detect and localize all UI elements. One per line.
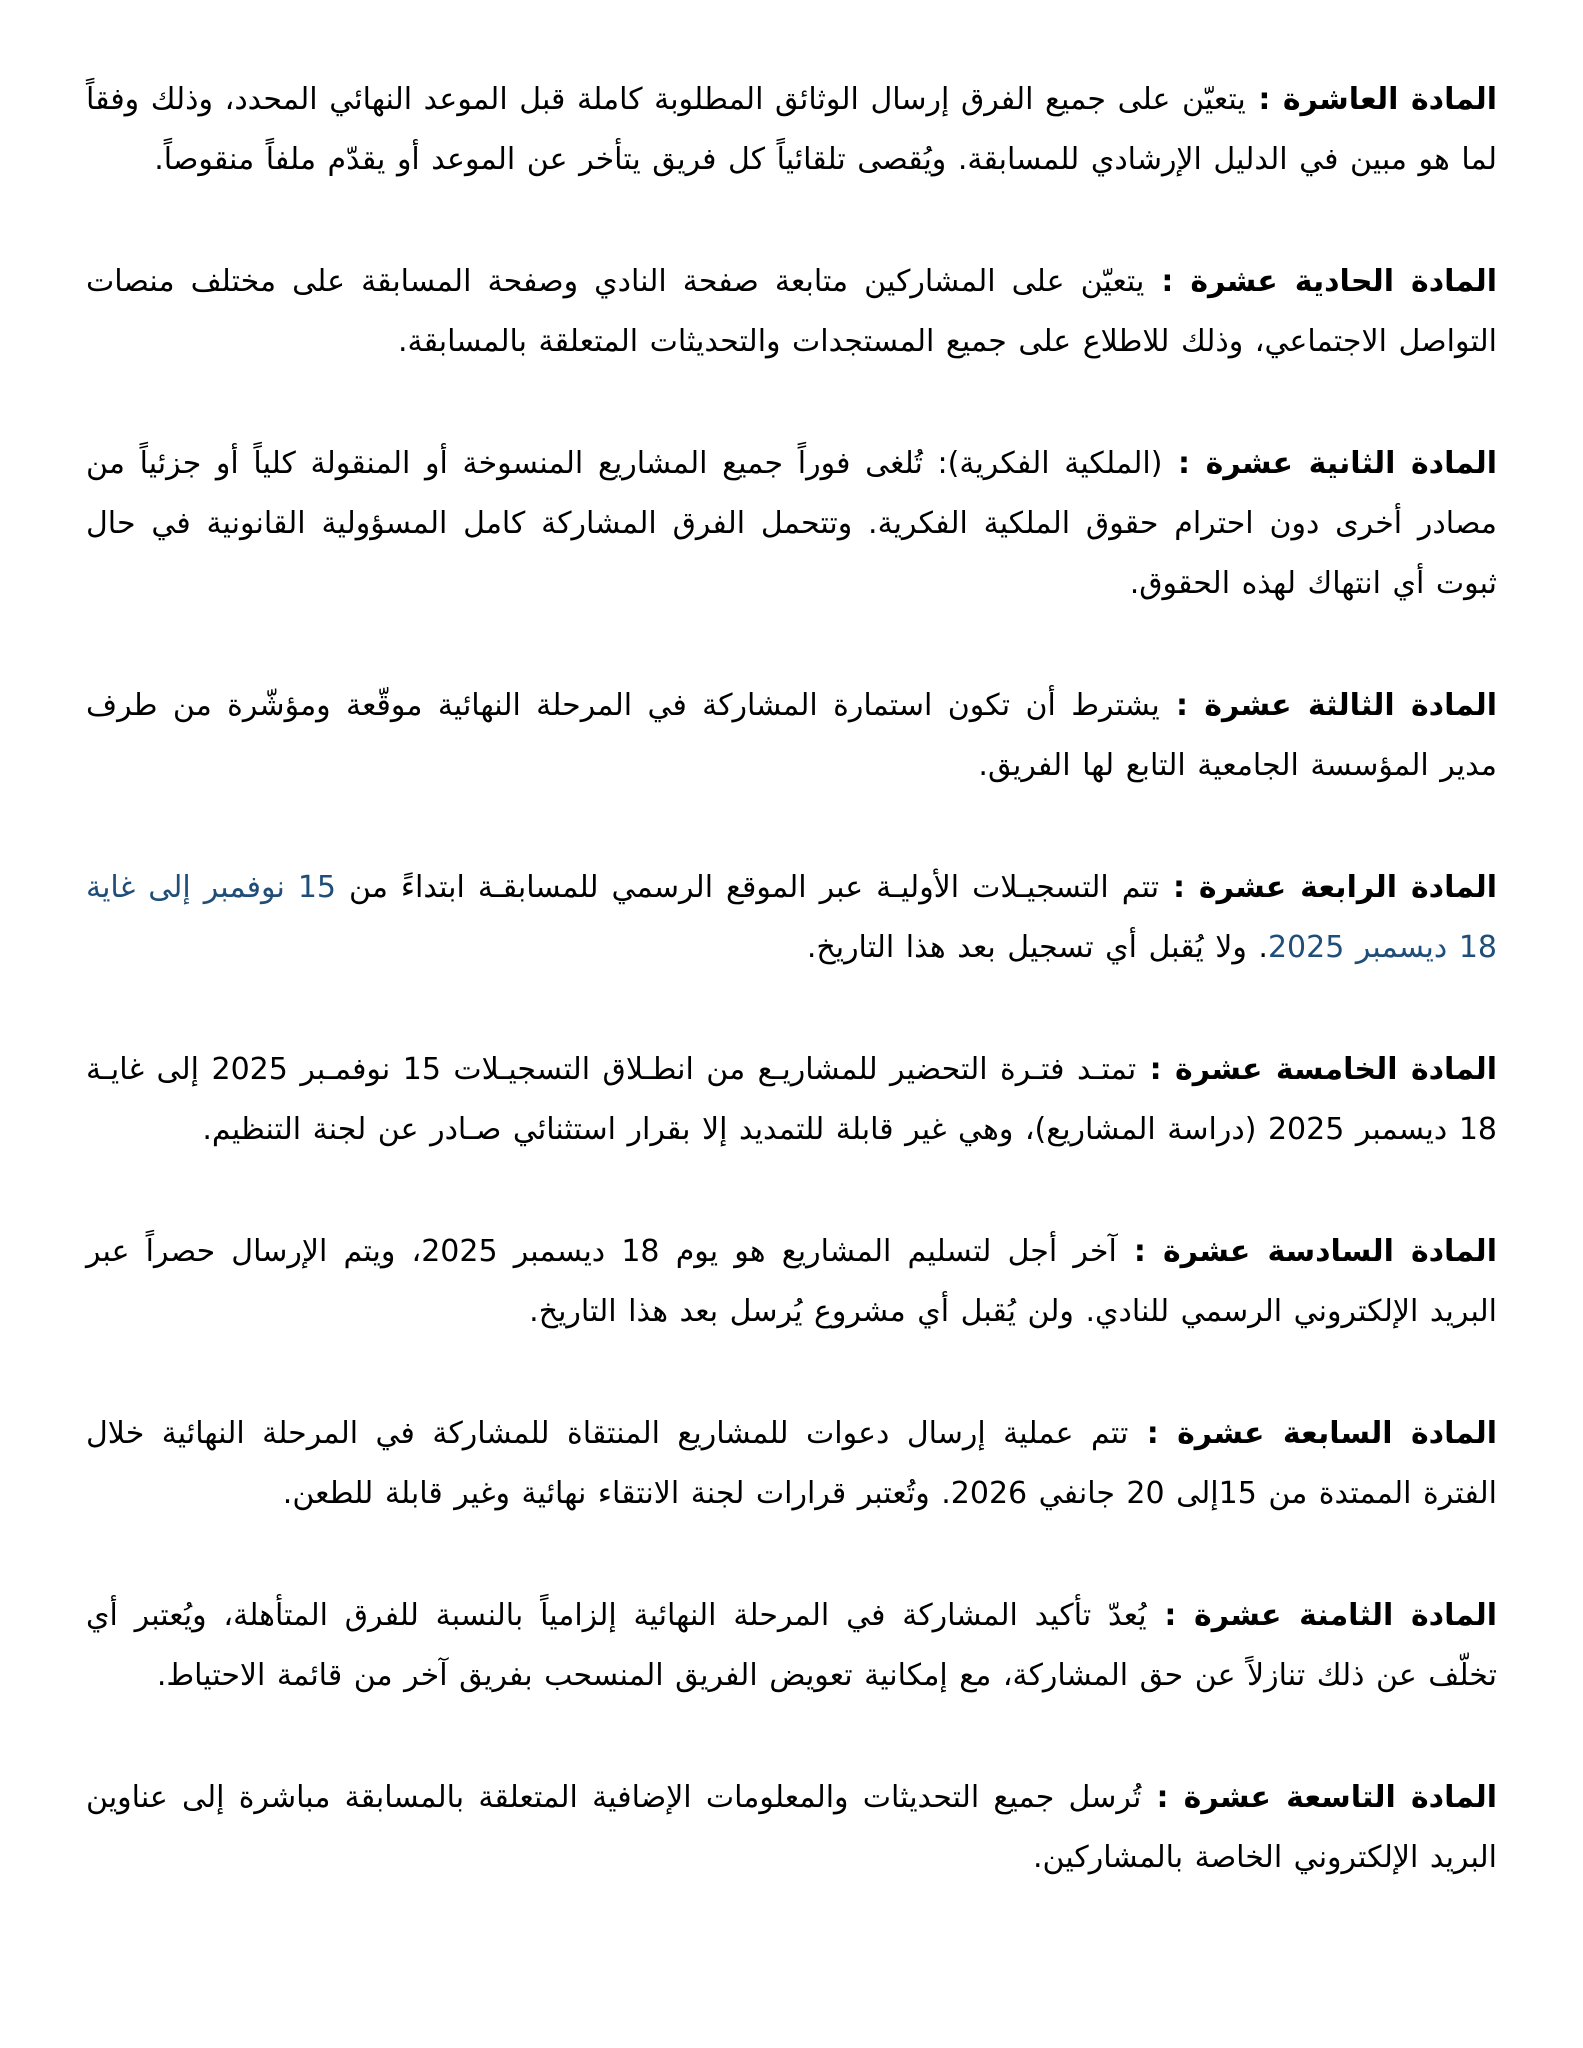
article-body-text: آخر أجل لتسليم المشاريع هو يوم 18 ديسمبر 2025، ويتم الإرسال حصراً عبر البريد الإلكتروني الرسمي للنادي. ولن يُقبل أي مشروع يُرسل بعد هذا التاريخ. bbox=[86, 1234, 1497, 1329]
article-title: المادة الرابعة عشرة : bbox=[1159, 870, 1497, 905]
article-title: المادة التاسعة عشرة : bbox=[1141, 1780, 1497, 1815]
article-title: المادة السادسة عشرة : bbox=[1116, 1234, 1497, 1269]
article-body-text: تُرسل جميع التحديثات والمعلومات الإضافية المتعلقة بالمسابقة مباشرة إلى عناوين البريد الإلكتروني الخاصة بالمشاركين. bbox=[86, 1780, 1497, 1875]
article-paragraph-19 bbox=[86, 1768, 1497, 1888]
article-body-text: يشترط أن تكون استمارة المشاركة في المرحلة النهائية موقّعة ومؤشّرة من طرف مدير المؤسسة الجامعية التابع لها الفريق. bbox=[86, 688, 1497, 783]
article-paragraph-12 bbox=[86, 434, 1497, 614]
article-title: المادة الحادية عشرة : bbox=[1144, 264, 1498, 299]
article-title: المادة الخامسة عشرة : bbox=[1136, 1052, 1497, 1087]
article-paragraph-14 bbox=[86, 858, 1497, 978]
article-title: المادة العاشرة : bbox=[1245, 82, 1498, 117]
article-body-text: . ولا يُقبل أي تسجيل بعد هذا التاريخ. bbox=[806, 930, 1268, 965]
article-paragraph-11 bbox=[86, 252, 1497, 372]
article-title: المادة السابعة عشرة : bbox=[1128, 1416, 1497, 1451]
article-body-text: يتعيّن على المشاركين متابعة صفحة النادي وصفحة المسابقة على مختلف منصات التواصل الاجتماعي، وذلك للاطلاع على جميع المستجدات والتحديثات المتعلقة بالمسابقة. bbox=[86, 264, 1497, 359]
article-body-text: يُعدّ تأكيد المشاركة في المرحلة النهائية إلزامياً بالنسبة للفرق المتأهلة، ويُعتبر أي تخلّف عن ذلك تنازلاً عن حق المشاركة، مع إمكانية تعويض الفريق المنسحب بفريق آخر من قائمة الاحتياط. bbox=[86, 1598, 1497, 1693]
article-paragraph-15 bbox=[86, 1040, 1497, 1160]
article-paragraph-13 bbox=[86, 676, 1497, 796]
article-body-text: تمتـد فتـرة التحضير للمشاريـع من انطـلاق التسجيـلات 15 نوفمـبر 2025 إلى غايـة 18 ديسمبر 2025 (دراسة المشاريع)، وهي غير قابلة للتمديد إلا بقرار استثنائي صـادر عن لجنة التنظيم. bbox=[86, 1052, 1497, 1147]
article-title: المادة الثالثة عشرة : bbox=[1159, 688, 1497, 723]
article-body-text: تتم التسجيـلات الأوليـة عبر الموقع الرسمي للمسابقـة ابتداءً من bbox=[336, 870, 1160, 905]
article-paragraph-17 bbox=[86, 1404, 1497, 1524]
article-body-text: تتم عملية إرسال دعوات للمشاريع المنتقاة للمشاركة في المرحلة النهائية خلال الفترة الممتدة من 15إلى 20 جانفي 2026. وتُعتبر قرارات لجنة الانتقاء نهائية وغير قابلة للطعن. bbox=[86, 1416, 1497, 1511]
article-paragraph-10 bbox=[86, 70, 1497, 190]
article-paragraph-16 bbox=[86, 1222, 1497, 1342]
articles bbox=[86, 70, 1497, 1888]
article-paragraph-18 bbox=[86, 1586, 1497, 1706]
article-body-text: (الملكية الفكرية): تُلغى فوراً جميع المشاريع المنسوخة أو المنقولة كلياً أو جزئياً من مصادر أخرى دون احترام حقوق الملكية الفكرية. وتتحمل الفرق المشاركة كامل المسؤولية القانونية في حال ثبوت أي انتهاك لهذه الحقوق. bbox=[86, 446, 1497, 601]
article-title: المادة الثامنة عشرة : bbox=[1146, 1598, 1497, 1633]
article-title: المادة الثانية عشرة : bbox=[1162, 446, 1497, 481]
highlighted-date-text: 15 نوفمبر إلى غاية 18 ديسمبر 2025 bbox=[86, 870, 1497, 965]
article-body-text: يتعيّن على جميع الفرق إرسال الوثائق المطلوبة كاملة قبل الموعد النهائي المحدد، وذلك وفقاً لما هو مبين في الدليل الإرشادي للمسابقة. ويُقصى تلقائياً كل فريق يتأخر عن الموعد أو يقدّم ملفاً منقوصاً. bbox=[86, 82, 1497, 177]
